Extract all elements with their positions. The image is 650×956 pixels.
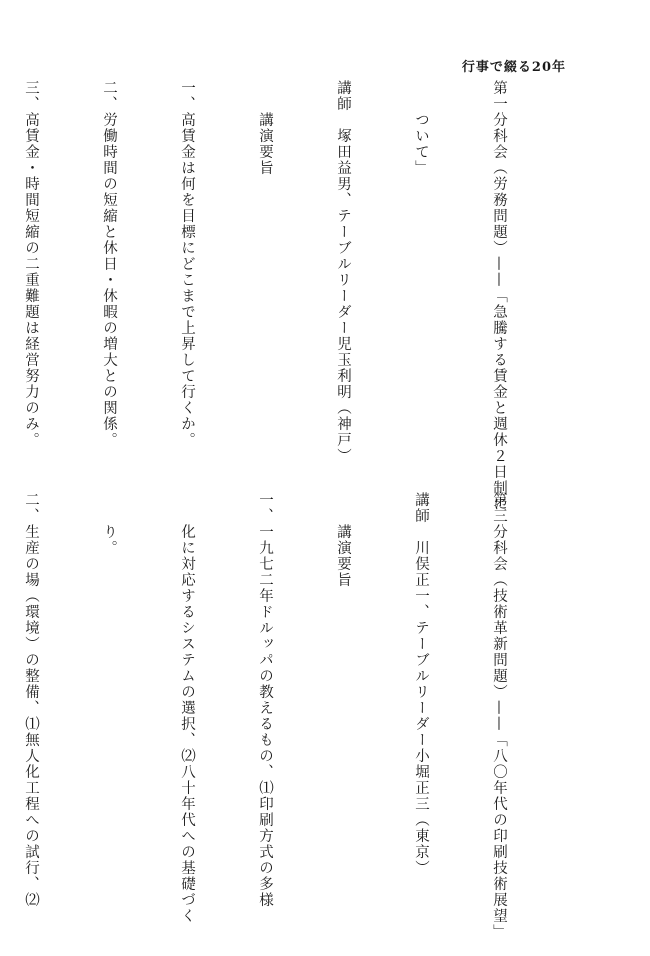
text-line: 第三分科会（技術革新問題）——「八〇年代の印刷技術展望」 (491, 492, 507, 940)
summary-heading: 講演要旨 (335, 492, 351, 588)
text-line: ついて」 (413, 80, 429, 176)
text-line: り。 (101, 492, 117, 556)
lecturer-line: 講師 川俣正一、テーブルリーダー小堀正三（東京） (413, 492, 429, 876)
text-line: 第一分科会（労務問題）——「急騰する賃金と週休２日制に (491, 80, 507, 512)
running-header: 行事で綴る20年 (461, 60, 566, 75)
text-line: 一、高賃金は何を目標にどこまで上昇して行くか。 (179, 80, 195, 448)
lecturer-line: 講師 塚田益男、テーブルリーダー児玉利明（神戸） (335, 80, 351, 464)
lower-text-block (0, 492, 564, 940)
text-line: 二、労働時間の短縮と休日・休暇の増大との関係。 (101, 80, 117, 448)
summary-heading: 講演要旨 (257, 80, 273, 176)
text-line: 三、高賃金・時間短縮の二重難題は経営努力のみ。 (23, 80, 39, 448)
text-line: 化に対応するシステムの選択、⑵八十年代への基礎づく (179, 492, 195, 924)
upper-text-block (0, 80, 564, 512)
text-line: 一、一九七二年ドルッパの教えるもの、⑴印刷方式の多様 (257, 492, 273, 908)
text-line: 二、生産の場（環境）の整備、⑴無人化工程への試行、⑵ (23, 492, 39, 908)
